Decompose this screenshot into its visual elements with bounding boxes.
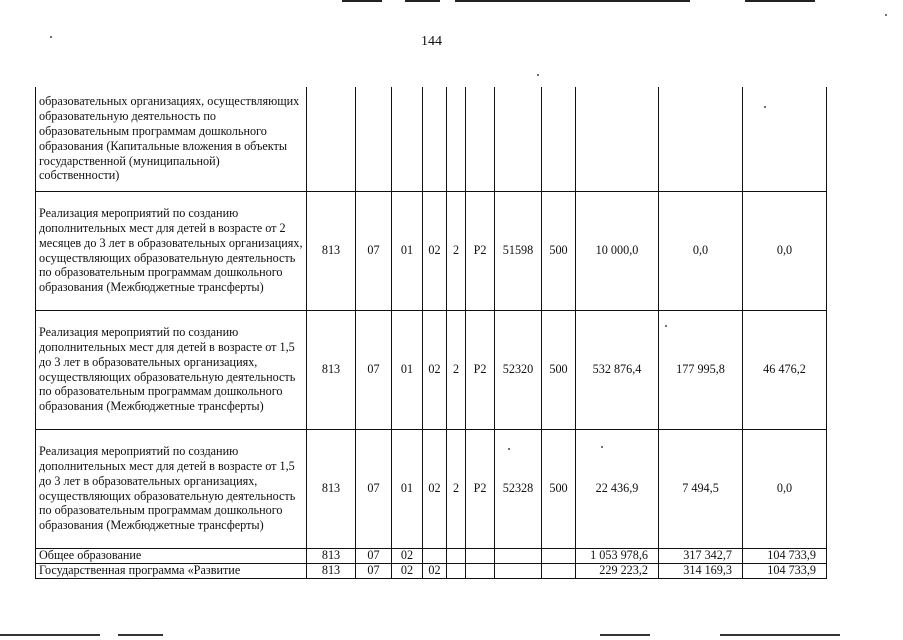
subprogram-code [447,563,466,578]
section-code: 07 [356,563,392,578]
expense-type-code [542,87,576,191]
admin-code: 813 [307,191,356,310]
amount-year-3: 46 476,2 [743,310,827,429]
page-number: 144 [421,34,442,49]
amount-year-2: 177 995,8 [659,310,743,429]
admin-code: 813 [307,310,356,429]
subprogram-code: 2 [447,191,466,310]
scan-speck [50,36,52,38]
program-code: 02 [423,310,447,429]
amount-year-1: 10 000,0 [576,191,659,310]
subsection-code: 02 [392,548,423,563]
scan-speck [508,448,510,450]
row-description: Государственная программа «Развитие [36,563,307,578]
scan-edge-line [342,0,382,2]
table-row [36,87,827,191]
expense-type-code [542,548,576,563]
admin-code: 813 [307,429,356,548]
scan-speck [764,106,766,108]
admin-code [307,87,356,191]
amount-year-3: 104 733,9 [743,548,827,563]
expense-type-code: 500 [542,191,576,310]
scan-edge-line [745,0,815,2]
direction-code: 52328 [495,429,542,548]
amount-year-2: 314 169,3 [659,563,743,578]
amount-year-3 [743,87,827,191]
amount-year-1: 1 053 978,6 [576,548,659,563]
subsection-code: 02 [392,563,423,578]
section-code [356,87,392,191]
subprogram-code: 2 [447,429,466,548]
row-description: Реализация мероприятий по созданию дополнительных мест для детей в возрасте от 2 месяцев до 3 лет в образовательных организациях, осуществляющих образовательную деятельность по образовательным программам дошкольного образования (Межбюджетные трансферты) [36,191,307,310]
subsection-code: 01 [392,191,423,310]
row-description: Реализация мероприятий по созданию дополнительных мест для детей в возрасте от 1,5 до 3 лет в образовательных организациях, осуществляющих образовательную деятельность по образовательным программам дошкольного образования (Межбюджетные трансферты) [36,310,307,429]
subprogram-code: 2 [447,310,466,429]
scan-edge-line [720,634,840,636]
project-code: P2 [466,429,495,548]
subprogram-code [447,87,466,191]
direction-code [495,563,542,578]
scan-edge-line [118,634,163,636]
program-code: 02 [423,429,447,548]
row-description: образовательных организациях, осуществляющих образовательную деятельность по образовательным программам дошкольного образования (Капитальные вложения в объекты государственной (муниципальной) собственности) [36,87,307,191]
project-code [466,87,495,191]
table-row [36,563,827,578]
direction-code: 51598 [495,191,542,310]
amount-year-3: 104 733,9 [743,563,827,578]
section-code: 07 [356,191,392,310]
amount-year-1: 229 223,2 [576,563,659,578]
expense-type-code: 500 [542,310,576,429]
amount-year-2: 317 342,7 [659,548,743,563]
scan-edge-line [405,0,440,2]
expense-type-code [542,563,576,578]
table-row [36,429,827,548]
scan-edge-line [455,0,690,2]
row-description: Общее образование [36,548,307,563]
row-description: Реализация мероприятий по созданию дополнительных мест для детей в возрасте от 1,5 до 3 лет в образовательных организациях, осуществляющих образовательную деятельность по образовательным программам дошкольного образования (Межбюджетные трансферты) [36,429,307,548]
amount-year-2: 7 494,5 [659,429,743,548]
project-code [466,563,495,578]
project-code: P2 [466,310,495,429]
table-row [36,310,827,429]
direction-code [495,87,542,191]
scan-speck [537,74,539,76]
subsection-code [392,87,423,191]
direction-code: 52320 [495,310,542,429]
subsection-code: 01 [392,310,423,429]
section-code: 07 [356,429,392,548]
amount-year-1: 22 436,9 [576,429,659,548]
scan-speck [885,14,887,16]
budget-table [35,87,827,579]
project-code [466,548,495,563]
subsection-code: 01 [392,429,423,548]
program-code: 02 [423,563,447,578]
section-code: 07 [356,548,392,563]
amount-year-3: 0,0 [743,191,827,310]
amount-year-1 [576,87,659,191]
amount-year-1: 532 876,4 [576,310,659,429]
scan-edge-line [0,634,100,636]
amount-year-2: 0,0 [659,191,743,310]
program-code: 02 [423,191,447,310]
scan-speck [601,446,603,448]
amount-year-2 [659,87,743,191]
program-code [423,548,447,563]
direction-code [495,548,542,563]
subprogram-code [447,548,466,563]
amount-year-3: 0,0 [743,429,827,548]
table-row [36,548,827,563]
expense-type-code: 500 [542,429,576,548]
section-code: 07 [356,310,392,429]
scan-edge-line [600,634,650,636]
admin-code: 813 [307,548,356,563]
table-row [36,191,827,310]
scan-speck [665,325,667,327]
program-code [423,87,447,191]
project-code: P2 [466,191,495,310]
admin-code: 813 [307,563,356,578]
